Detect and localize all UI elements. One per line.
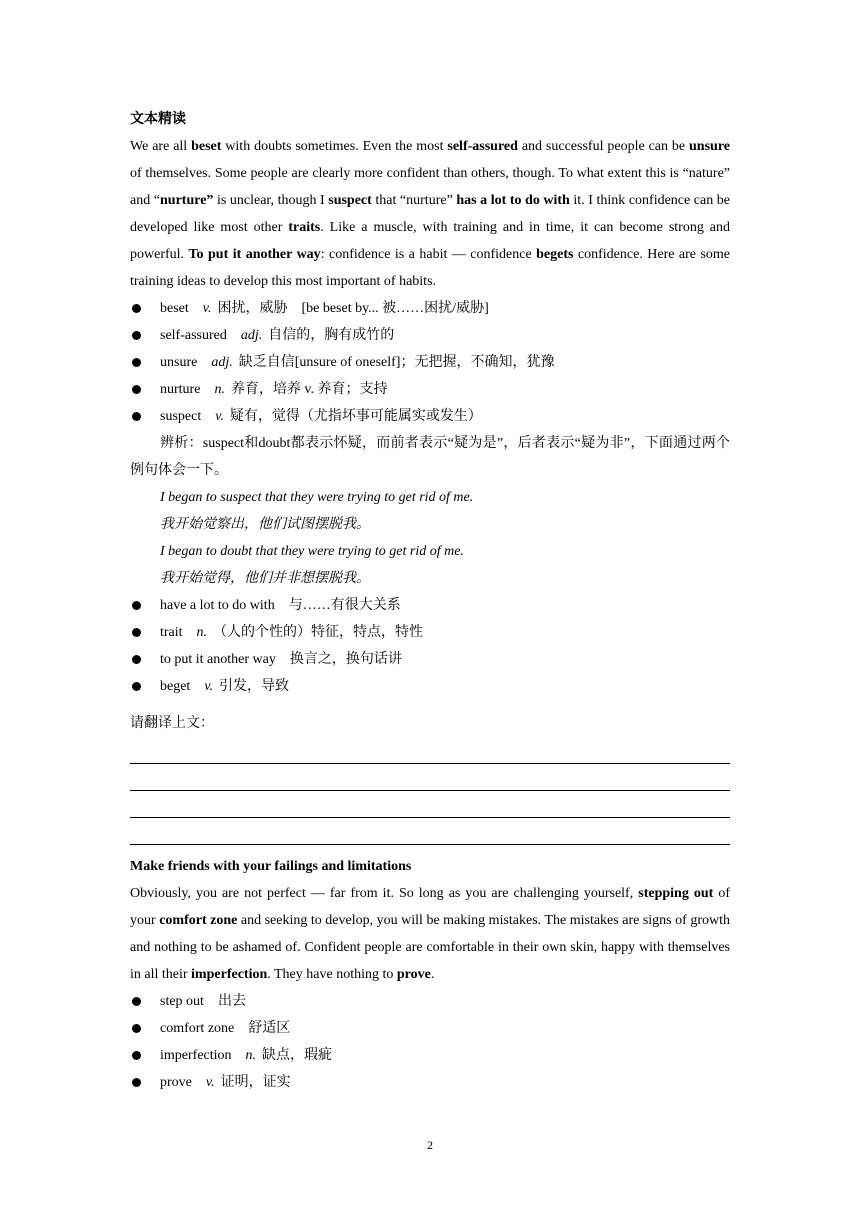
vocabulary-list-continued — [130, 592, 730, 700]
part-of-speech: n. — [214, 382, 225, 397]
text-run: and seeking to develop, you will be making mistakes. The mistakes are signs of growth and nothing to be ashamed of. Confident people are comfortable in their own skin, happy with themselves in all their — [130, 913, 730, 982]
part-of-speech: v. — [202, 301, 212, 316]
section-heading-close-reading: 文本精读 — [130, 112, 186, 127]
key-term: has a lot to do with — [456, 193, 570, 208]
bullet-icon — [132, 628, 141, 637]
text-run: : confidence is a habit — confidence — [320, 247, 537, 262]
vocab-term: imperfection — [160, 1048, 232, 1063]
bullet-icon — [132, 358, 141, 367]
bullet-icon — [132, 1078, 141, 1087]
vocabulary-list — [130, 295, 730, 430]
bullet-icon — [132, 655, 141, 664]
vocab-meaning: 证明，证实 — [220, 1075, 291, 1090]
key-term: self-assured — [447, 139, 518, 154]
part-of-speech: v. — [205, 1075, 215, 1090]
vocab-item — [130, 646, 730, 673]
key-term: unsure — [689, 139, 730, 154]
part-of-speech: adj. — [240, 328, 263, 343]
text-run: it. I think confidence can be developed like most other — [130, 193, 730, 235]
vocab-meaning: 缺乏自信[unsure of oneself]；无把握，不确知，犹豫 — [238, 355, 555, 370]
part-of-speech: v. — [204, 679, 214, 694]
part-of-speech: adj. — [211, 355, 233, 370]
text-run: and successful people can be — [517, 139, 690, 154]
answer-line[interactable] — [130, 737, 730, 764]
text-run: . They have nothing to — [267, 967, 397, 982]
text-run: of themselves. Some people are clearly more confident than others, though. To what extent this is “nature” and “ — [130, 166, 730, 208]
text-run: of your — [130, 886, 730, 928]
text-run: that “nurture” — [371, 193, 457, 208]
vocab-item — [130, 376, 730, 403]
vocab-meaning: （人的个性的）特征，特点，特性 — [213, 625, 424, 640]
vocab-meaning: 舒适区 — [248, 1021, 291, 1036]
vocab-item — [130, 349, 730, 376]
vocab-item — [130, 1015, 730, 1042]
vocab-meaning: 缺点，瑕疵 — [262, 1048, 333, 1063]
example-sentence: I began to suspect that they were trying to get rid of me. — [160, 490, 474, 505]
page-number: 2 — [427, 1138, 433, 1152]
vocab-term: self-assured — [160, 328, 227, 343]
bullet-icon — [132, 1024, 141, 1033]
vocab-term: to put it another way — [160, 652, 276, 667]
answer-line[interactable] — [130, 791, 730, 818]
key-term: nurture” — [160, 193, 214, 208]
key-term: stepping out — [638, 886, 714, 901]
text-run: . — [430, 967, 435, 982]
vocab-item — [130, 673, 730, 700]
vocab-meaning: 引发，导致 — [219, 679, 290, 694]
bullet-icon — [132, 331, 141, 340]
text-run: is unclear, though I — [213, 193, 329, 208]
text-run: . Like a muscle, with training and in time, it can become strong and powerful. — [130, 220, 730, 262]
key-term: traits — [288, 220, 321, 235]
bullet-icon — [132, 682, 141, 691]
vocab-term: trait — [160, 625, 183, 640]
vocab-item — [130, 988, 730, 1015]
vocab-term: beget — [160, 679, 191, 694]
section-heading-failings: Make friends with your failings and limitations — [130, 859, 412, 874]
bullet-icon — [132, 304, 141, 313]
bullet-icon — [132, 385, 141, 394]
vocab-term: step out — [160, 994, 204, 1009]
vocab-term: unsure — [160, 355, 198, 370]
usage-note: 辨析：suspect和doubt都表示怀疑，而前者表示“疑为是”，后者表示“疑为非”，下面通过两个例句体会一下。 — [130, 436, 730, 478]
example-sentence: 我开始觉察出，他们试图摆脱我。 — [160, 517, 370, 532]
text-run: confidence. Here are some training ideas to develop this most important of habits. — [130, 247, 731, 289]
vocab-meaning: 出去 — [217, 994, 246, 1009]
part-of-speech: n. — [245, 1048, 257, 1063]
vocab-item — [130, 1069, 730, 1096]
part-of-speech: n. — [196, 625, 208, 640]
vocabulary-list-2 — [130, 988, 730, 1096]
reading-paragraph-2 — [130, 880, 730, 988]
vocab-item — [130, 592, 730, 619]
key-term: suspect — [328, 193, 372, 208]
vocab-term: comfort zone — [160, 1021, 235, 1036]
vocab-meaning: 养育，培养 v. 养育；支持 — [230, 382, 388, 397]
bullet-icon — [132, 601, 141, 610]
answer-line[interactable] — [130, 818, 730, 845]
key-term: comfort zone — [159, 913, 238, 928]
vocab-term: suspect — [160, 409, 202, 424]
bullet-icon — [132, 1051, 141, 1060]
reading-paragraph — [130, 133, 730, 295]
bullet-icon — [132, 412, 141, 421]
vocab-meaning: 疑有，觉得（尤指坏事可能属实或发生） — [229, 409, 482, 424]
example-sentences — [130, 484, 730, 592]
vocab-item — [130, 295, 730, 322]
key-term: prove — [396, 967, 431, 982]
vocab-meaning: 困扰，威胁 — [217, 301, 288, 316]
text-run: We are all — [130, 139, 192, 154]
vocab-term: beset — [160, 301, 189, 316]
text-run: with doubts sometimes. Even the most — [221, 139, 448, 154]
vocab-meaning: 换言之，换句话讲 — [289, 652, 402, 667]
text-run: Obviously, you are not perfect — far from it. So long as you are challenging yourself, — [130, 886, 639, 901]
vocab-item — [130, 322, 730, 349]
part-of-speech: v. — [215, 409, 224, 424]
translation-prompt: 请翻译上文： — [130, 716, 214, 731]
key-term: beset — [191, 139, 222, 154]
key-term: begets — [536, 247, 574, 262]
example-sentence: I began to doubt that they were trying to get rid of me. — [160, 544, 464, 559]
key-term: To put it another way — [188, 247, 321, 262]
vocab-term: prove — [160, 1075, 192, 1090]
bullet-icon — [132, 997, 141, 1006]
vocab-item — [130, 403, 730, 430]
vocab-meaning: 与……有很大关系 — [288, 598, 401, 613]
vocab-extra: [be beset by... 被……困扰/威胁] — [301, 301, 489, 316]
answer-line[interactable] — [130, 764, 730, 791]
vocab-meaning: 自信的，胸有成竹的 — [268, 328, 395, 343]
vocab-item — [130, 619, 730, 646]
page-content — [130, 106, 730, 1096]
key-term: imperfection — [191, 967, 268, 982]
example-sentence: 我开始觉得，他们并非想摆脱我。 — [160, 571, 370, 586]
vocab-item — [130, 1042, 730, 1069]
vocab-term: have a lot to do with — [160, 598, 275, 613]
translation-answer-lines[interactable] — [130, 737, 730, 845]
vocab-term: nurture — [160, 382, 201, 397]
